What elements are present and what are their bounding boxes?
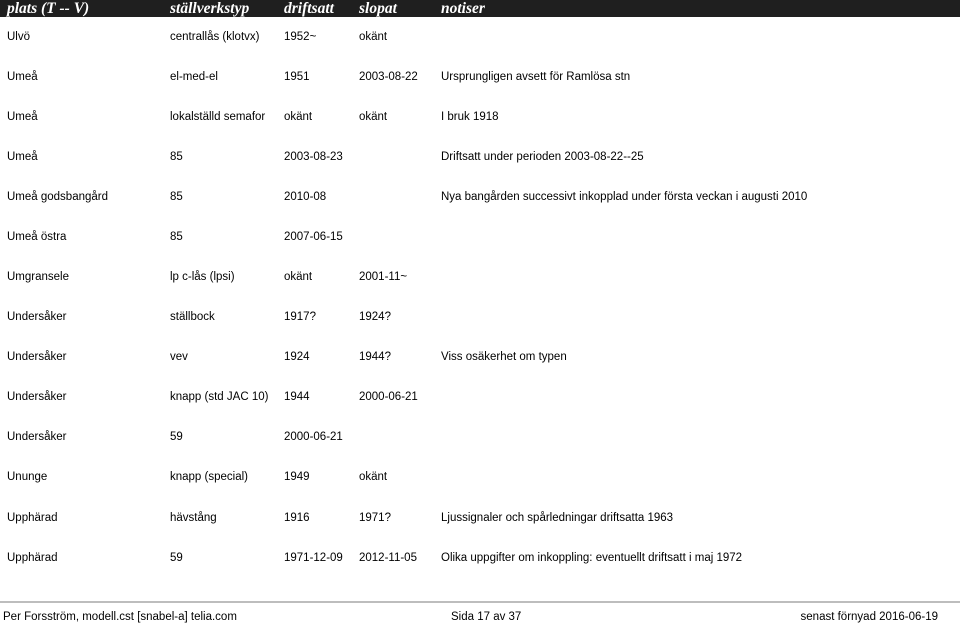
cell-type: knapp (std JAC 10)	[170, 391, 269, 403]
cell-type: 59	[170, 431, 183, 443]
header-type: ställverkstyp	[170, 0, 250, 17]
cell-in-service: 2007-06-15	[284, 231, 343, 243]
cell-type: 85	[170, 231, 183, 243]
header-in-service: driftsatt	[284, 0, 334, 17]
cell-in-service: okänt	[284, 271, 313, 283]
cell-place: Undersåker	[7, 311, 67, 323]
cell-in-service: 1949	[284, 471, 310, 483]
cell-in-service: 1917?	[284, 311, 316, 323]
footer-author: Per Forsström, modell.cst [snabel-a] telia.com	[3, 611, 237, 623]
table-row	[0, 430, 960, 444]
cell-notes: Ljussignaler och spårledningar driftsatta 1963	[441, 512, 674, 524]
cell-removed: okänt	[359, 111, 388, 123]
table-row	[0, 511, 960, 525]
table-row	[0, 190, 960, 204]
header-removed: slopat	[359, 0, 397, 17]
cell-in-service: 1952~	[284, 31, 317, 43]
footer-page-number: Sida 17 av 37	[451, 611, 522, 623]
cell-place: Undersåker	[7, 431, 67, 443]
table-row	[0, 310, 960, 324]
table-row	[0, 270, 960, 284]
cell-place: Umeå	[7, 151, 38, 163]
cell-place: Ununge	[7, 471, 48, 483]
cell-notes: Viss osäkerhet om typen	[441, 351, 567, 363]
cell-place: Undersåker	[7, 351, 67, 363]
cell-place: Ulvö	[7, 31, 31, 43]
cell-place: Undersåker	[7, 391, 67, 403]
cell-type: centrallås (klotvx)	[170, 31, 260, 43]
footer-divider	[0, 601, 960, 603]
table-row	[0, 551, 960, 565]
table-row	[0, 70, 960, 84]
cell-place: Umgransele	[7, 271, 69, 283]
cell-type: knapp (special)	[170, 471, 248, 483]
cell-place: Umeå godsbangård	[7, 191, 109, 203]
cell-removed: 2001-11~	[359, 271, 408, 283]
cell-type: el-med-el	[170, 71, 218, 83]
cell-place: Umeå östra	[7, 231, 67, 243]
cell-type: lp c-lås (lpsi)	[170, 271, 235, 283]
cell-notes: Nya bangården successivt inkopplad under första veckan i augusti 2010	[441, 191, 808, 203]
cell-notes: Driftsatt under perioden 2003-08-22--25	[441, 151, 644, 163]
cell-removed: 2000-06-21	[359, 391, 418, 403]
cell-type: lokalställd semafor	[170, 111, 266, 123]
table-row	[0, 230, 960, 244]
cell-in-service: 1951	[284, 71, 310, 83]
cell-type: vev	[170, 351, 188, 363]
table-row	[0, 390, 960, 404]
cell-type: hävstång	[170, 512, 217, 524]
cell-in-service: 1924	[284, 351, 310, 363]
table-row	[0, 150, 960, 164]
cell-place: Upphärad	[7, 512, 58, 524]
cell-removed: okänt	[359, 31, 388, 43]
table-row	[0, 30, 960, 44]
footer-updated-date: senast förnyad 2016-06-19	[800, 611, 938, 623]
cell-place: Umeå	[7, 71, 38, 83]
cell-removed: 1944?	[359, 351, 391, 363]
cell-removed: 1924?	[359, 311, 391, 323]
cell-in-service: 1971-12-09	[284, 552, 343, 564]
cell-removed: okänt	[359, 471, 388, 483]
cell-type: ställbock	[170, 311, 215, 323]
cell-notes: Olika uppgifter om inkoppling: eventuellt driftsatt i maj 1972	[441, 552, 743, 564]
cell-place: Upphärad	[7, 552, 58, 564]
header-notes: notiser	[441, 0, 485, 17]
cell-in-service: 1944	[284, 391, 310, 403]
cell-type: 59	[170, 552, 183, 564]
table-header	[0, 0, 960, 17]
cell-in-service: 2010-08	[284, 191, 327, 203]
header-place: plats (T -- V)	[7, 0, 90, 17]
cell-removed: 1971?	[359, 512, 391, 524]
cell-removed: 2012-11-05	[359, 552, 417, 564]
cell-in-service: 2000-06-21	[284, 431, 343, 443]
cell-type: 85	[170, 151, 183, 163]
cell-removed: 2003-08-22	[359, 71, 418, 83]
page-footer	[0, 609, 960, 625]
cell-in-service: 1916	[284, 512, 310, 524]
table-row	[0, 110, 960, 124]
cell-type: 85	[170, 191, 183, 203]
table-row	[0, 350, 960, 364]
cell-in-service: okänt	[284, 111, 313, 123]
cell-notes: I bruk 1918	[441, 111, 499, 123]
cell-in-service: 2003-08-23	[284, 151, 343, 163]
cell-notes: Ursprungligen avsett för Ramlösa stn	[441, 71, 631, 83]
cell-place: Umeå	[7, 111, 38, 123]
table-row	[0, 470, 960, 484]
